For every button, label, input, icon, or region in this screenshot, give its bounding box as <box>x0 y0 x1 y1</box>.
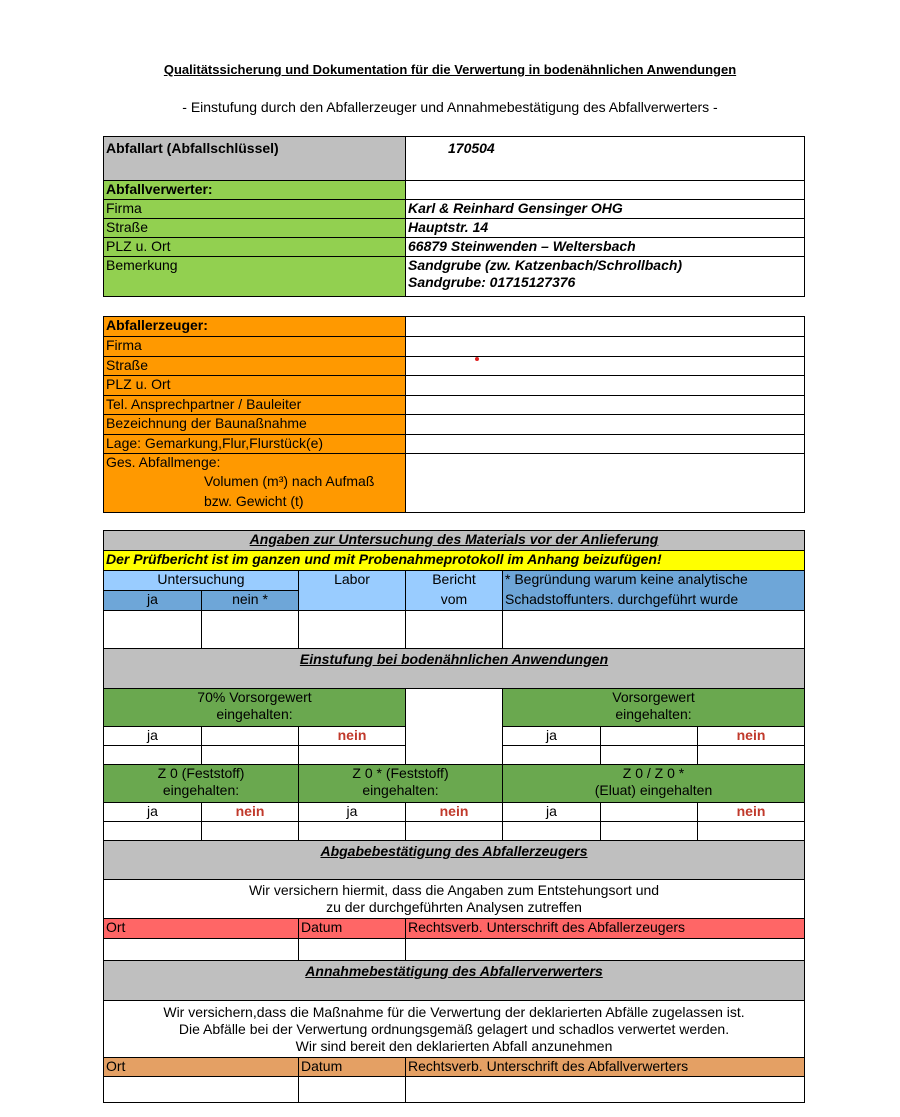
einstufung-gap-cell <box>406 689 503 765</box>
annahme-text-3: Wir sind bereit den deklarierten Abfall anzunehmen <box>295 1037 613 1054</box>
erzeuger-heading-value[interactable] <box>406 317 805 337</box>
z0e-nein-label: nein <box>698 803 805 822</box>
vg-line-1: Vorsorgewert <box>612 689 695 705</box>
erzeuger-strasse-label: Straße <box>104 357 406 376</box>
z0s-nein-label: nein <box>406 803 503 822</box>
z0-line-1: Z 0 (Feststoff) <box>157 765 245 781</box>
pruefbericht-notice: Der Prüfbericht ist im ganzen und mit Probenahmeprotokoll im Anhang beizufügen! <box>104 551 805 571</box>
vg-ja-check[interactable] <box>503 746 601 765</box>
labor-field[interactable] <box>299 611 406 649</box>
abgabe-unterschrift-label: Rechtsverb. Unterschrift des Abfallerzeugers <box>406 919 805 939</box>
z0-nein-check[interactable] <box>202 822 299 841</box>
annahme-text-1: Wir versichern,dass die Maßnahme für die Verwertung der deklarierten Abfälle zugelassen ist. <box>163 1003 745 1020</box>
abfallart-value[interactable]: 170504 <box>406 137 805 181</box>
annahme-text-2: Die Abfälle bei der Verwertung ordnungsgemäß gelagert und schadlos verwertet werden. <box>178 1020 730 1037</box>
erzeuger-heading: Abfallerzeuger: <box>104 317 406 337</box>
col-begr-line-1: * Begründung warum keine analytische <box>505 571 748 587</box>
annahme-datum-label: Datum <box>299 1058 406 1077</box>
z0s-line-2: eingehalten: <box>362 782 439 798</box>
vg-nein-check[interactable] <box>698 746 805 765</box>
abgabe-datum-label: Datum <box>299 919 406 939</box>
z0s-nein-check[interactable] <box>406 822 503 841</box>
verwerter-plz-value[interactable]: 66879 Steinwenden – Weltersbach <box>406 238 805 257</box>
verwerter-heading-value[interactable] <box>406 181 805 200</box>
erzeuger-plz-field[interactable] <box>406 376 805 396</box>
bemerkung-line-2: Sandgrube: 01715127376 <box>408 274 576 290</box>
abgabe-text <box>104 880 805 919</box>
z0e-line-2: (Eluat) eingehalten <box>594 782 713 798</box>
erzeuger-ansprech-field[interactable] <box>406 396 805 415</box>
vorsorgewert-70-header <box>104 689 406 727</box>
erzeuger-strasse-field[interactable] <box>406 357 805 376</box>
abgabe-datum-field[interactable] <box>299 939 406 961</box>
vg-line-2: eingehalten: <box>615 706 692 722</box>
abgabe-ort-label: Ort <box>104 919 299 939</box>
v70-nein-label: nein <box>299 727 406 746</box>
col-bericht-vom <box>406 571 503 611</box>
z0-eluat-header <box>503 765 805 803</box>
col-labor: Labor <box>299 571 406 611</box>
untersuchung-nein-field[interactable] <box>202 611 299 649</box>
bemerkung-line-1: Sandgrube (zw. Katzenbach/Schrollbach) <box>408 257 683 273</box>
z0s-ja-check[interactable] <box>299 822 406 841</box>
gewicht-text: bzw. Gewicht (t) <box>204 493 304 509</box>
v70-ja-field[interactable] <box>202 727 299 746</box>
erzeuger-table <box>103 316 805 513</box>
annahme-datum-field[interactable] <box>299 1077 406 1103</box>
erzeuger-firma-label: Firma <box>104 337 406 357</box>
z0-nein-label: nein <box>202 803 299 822</box>
v70-ja-check[interactable] <box>104 746 202 765</box>
erzeuger-baumassnahme-field[interactable] <box>406 415 805 435</box>
z0-header <box>104 765 299 803</box>
vorsorgewert-header <box>503 689 805 727</box>
einstufung-heading: Einstufung bei bodenähnlichen Anwendungen <box>104 649 805 689</box>
volumen-text: Volumen (m³) nach Aufmaß <box>204 473 375 489</box>
abgabe-unterschrift-field[interactable] <box>406 939 805 961</box>
abgabe-text-2: zu der durchgeführten Analysen zutreffen <box>326 899 582 915</box>
menge-text: Ges. Abfallmenge: <box>106 454 221 470</box>
erzeuger-menge-field[interactable] <box>406 454 805 513</box>
col-begr-line-2: Schadstoffunters. durchgeführt wurde <box>505 591 739 607</box>
untersuchung-heading: Angaben zur Untersuchung des Materials vor der Anlieferung <box>104 531 805 551</box>
verwerter-strasse-label: Straße <box>104 219 406 238</box>
annahme-ort-field[interactable] <box>104 1077 299 1103</box>
erzeuger-plz-label: PLZ u. Ort <box>104 376 406 396</box>
begruendung-field[interactable] <box>503 611 805 649</box>
erzeuger-lage-label: Lage: Gemarkung,Flur,Flurstück(e) <box>104 435 406 454</box>
verwerter-plz-label: PLZ u. Ort <box>104 238 406 257</box>
bericht-field[interactable] <box>406 611 503 649</box>
col-untersuchung: Untersuchung <box>104 571 299 591</box>
verwerter-bemerkung-value[interactable] <box>406 257 805 297</box>
erzeuger-baumassnahme-label: Bezeichnung der Baunaßnahme <box>104 415 406 435</box>
z0e-blank <box>601 803 698 822</box>
erzeuger-firma-field[interactable] <box>406 337 805 357</box>
verwerter-heading: Abfallverwerter: <box>104 181 406 200</box>
abgabe-text-1: Wir versichern hiermit, dass die Angaben zum Entstehungsort und <box>248 882 660 898</box>
v70-line-2: eingehalten: <box>216 706 293 722</box>
z0e-ja-label: ja <box>503 803 601 822</box>
v70-nein-check[interactable] <box>299 746 406 765</box>
document-subtitle: - Einstufung durch den Abfallerzeuger und Annahmebestätigung des Abfallverwerters - <box>182 99 718 115</box>
z0e-line-1: Z 0 / Z 0 * <box>622 765 685 781</box>
z0e-ja-check[interactable] <box>503 822 601 841</box>
abgabe-heading: Abgabebestätigung des Abfallerzeugers <box>104 841 805 880</box>
untersuchung-table <box>103 530 805 1103</box>
v70-line-1: 70% Vorsorgewert <box>197 689 312 705</box>
z0e-blank-2 <box>601 822 698 841</box>
untersuchung-ja-header: ja <box>104 591 202 611</box>
col-vom: vom <box>440 591 468 607</box>
z0s-ja-label: ja <box>299 803 406 822</box>
z0-ja-label: ja <box>104 803 202 822</box>
erzeuger-lage-field[interactable] <box>406 435 805 454</box>
annahme-unterschrift-field[interactable] <box>406 1077 805 1103</box>
document-title: Qualitätssicherung und Dokumentation für die Verwertung in bodenähnlichen Anwendungen <box>163 62 737 77</box>
erzeuger-menge-label <box>104 454 406 513</box>
annahme-unterschrift-label: Rechtsverb. Unterschrift des Abfallverwerters <box>406 1058 805 1077</box>
annahme-heading: Annahmebestätigung des Abfallerverwerters <box>104 961 805 1001</box>
untersuchung-ja-field[interactable] <box>104 611 202 649</box>
verwerter-strasse-value[interactable]: Hauptstr. 14 <box>406 219 805 238</box>
col-bericht: Bericht <box>432 571 476 587</box>
annahme-ort-label: Ort <box>104 1058 299 1077</box>
z0e-nein-check[interactable] <box>698 822 805 841</box>
abgabe-ort-field[interactable] <box>104 939 299 961</box>
col-begruendung <box>503 571 805 611</box>
abfallart-label: Abfallart (Abfallschlüssel) <box>104 137 406 181</box>
annahme-text <box>104 1001 805 1058</box>
vg-nein-label: nein <box>698 727 805 746</box>
z0-stern-header <box>299 765 503 803</box>
red-dot-mark <box>475 357 479 361</box>
vg-ja-field[interactable] <box>601 727 698 746</box>
untersuchung-nein-header: nein * <box>202 591 299 611</box>
verwerter-firma-label: Firma <box>104 200 406 219</box>
z0s-line-1: Z 0 * (Feststoff) <box>352 765 449 781</box>
vg-ja-label: ja <box>503 727 601 746</box>
vg-blank <box>601 746 698 765</box>
z0-line-2: eingehalten: <box>162 782 240 798</box>
erzeuger-ansprech-label: Tel. Ansprechpartner / Bauleiter <box>104 396 406 415</box>
verwerter-firma-value[interactable]: Karl & Reinhard Gensinger OHG <box>406 200 805 219</box>
verwerter-table <box>103 136 805 297</box>
verwerter-bemerkung-label: Bemerkung <box>104 257 406 297</box>
v70-ja-label: ja <box>104 727 202 746</box>
z0-ja-check[interactable] <box>104 822 202 841</box>
v70-blank <box>202 746 299 765</box>
